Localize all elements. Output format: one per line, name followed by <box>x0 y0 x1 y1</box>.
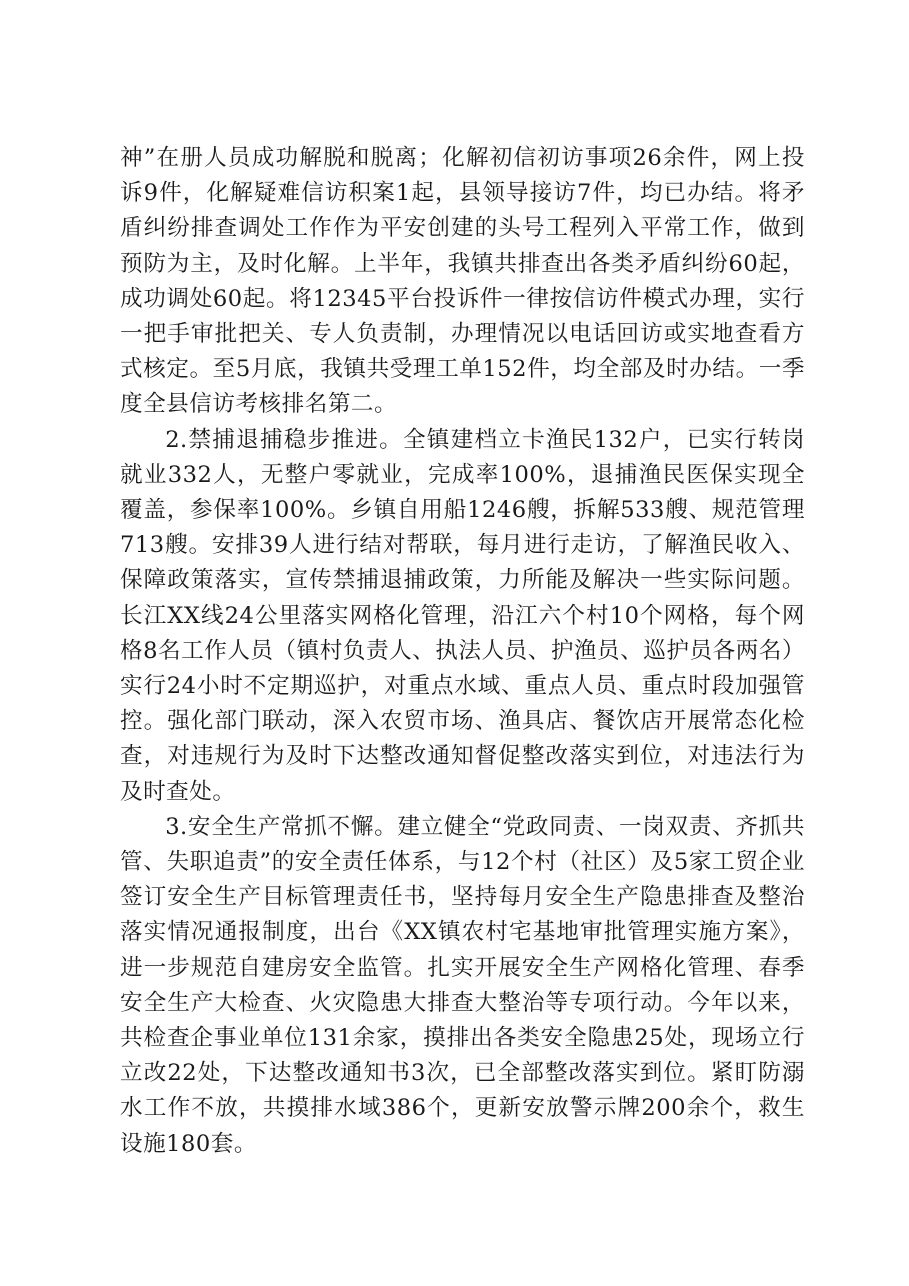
paragraph-fishing-ban: 2.禁捕退捕稳步推进。全镇建档立卡渔民132户，已实行转岗就业332人，无整户零就业，完成率100%，退捕渔民医保实现全覆盖，参保率100%。乡镇自用船1246艘，拆解533艘、规范管理713艘。安排39人进行结对帮联，每月进行走访，了解渔民收入、保障政策落实，宣传禁捕退捕政策，力所能及解决一些实际问题。长江XX线24公里落实网格化管理，沿江六个村10个网格，每个网格8名工作人员（镇村负责人、执法人员、护渔员、巡护员各两名）实行24小时不定期巡护，对重点水域、重点人员、重点时段加强管控。强化部门联动，深入农贸市场、渔具店、餐饮店开展常态化检查，对违规行为及时下达整改通知督促整改落实到位，对违法行为及时查处。 <box>120 426 805 805</box>
paragraph-petition-handling: 神”在册人员成功解脱和脱离；化解初信初访事项26余件，网上投诉9件，化解疑难信访积案1起，县领导接访7件，均已办结。将矛盾纠纷排查调处工作作为平安创建的头号工程列入平常工作，做到预防为主，及时化解。上半年，我镇共排查出各类矛盾纠纷60起，成功调处60起。将12345平台投诉件一律按信访件模式办理，实行一把手审批把关、专人负责制，办理情况以电话回访或实地查看方式核定。至5月底，我镇共受理工单152件，均全部及时办结。一季度全县信访考核排名第二。 <box>120 145 805 418</box>
document-body <box>120 141 805 1162</box>
paragraph-work-safety: 3.安全生产常抓不懈。建立健全“党政同责、一岗双责、齐抓共管、失职追责”的安全责任体系，与12个村（社区）及5家工贸企业签订安全生产目标管理责任书，坚持每月安全生产隐患排查及整治落实情况通报制度，出台《XX镇农村宅基地审批管理实施方案》，进一步规范自建房安全监管。扎实开展安全生产网格化管理、春季安全生产大检查、火灾隐患大排查大整治等专项行动。今年以来，共检查企事业单位131余家，摸排出各类安全隐患25处，现场立行立改22处，下达整改通知书3次，已全部整改落实到位。紧盯防溺水工作不放，共摸排水域386个，更新安放警示牌200余个，救生设施180套。 <box>120 813 805 1157</box>
